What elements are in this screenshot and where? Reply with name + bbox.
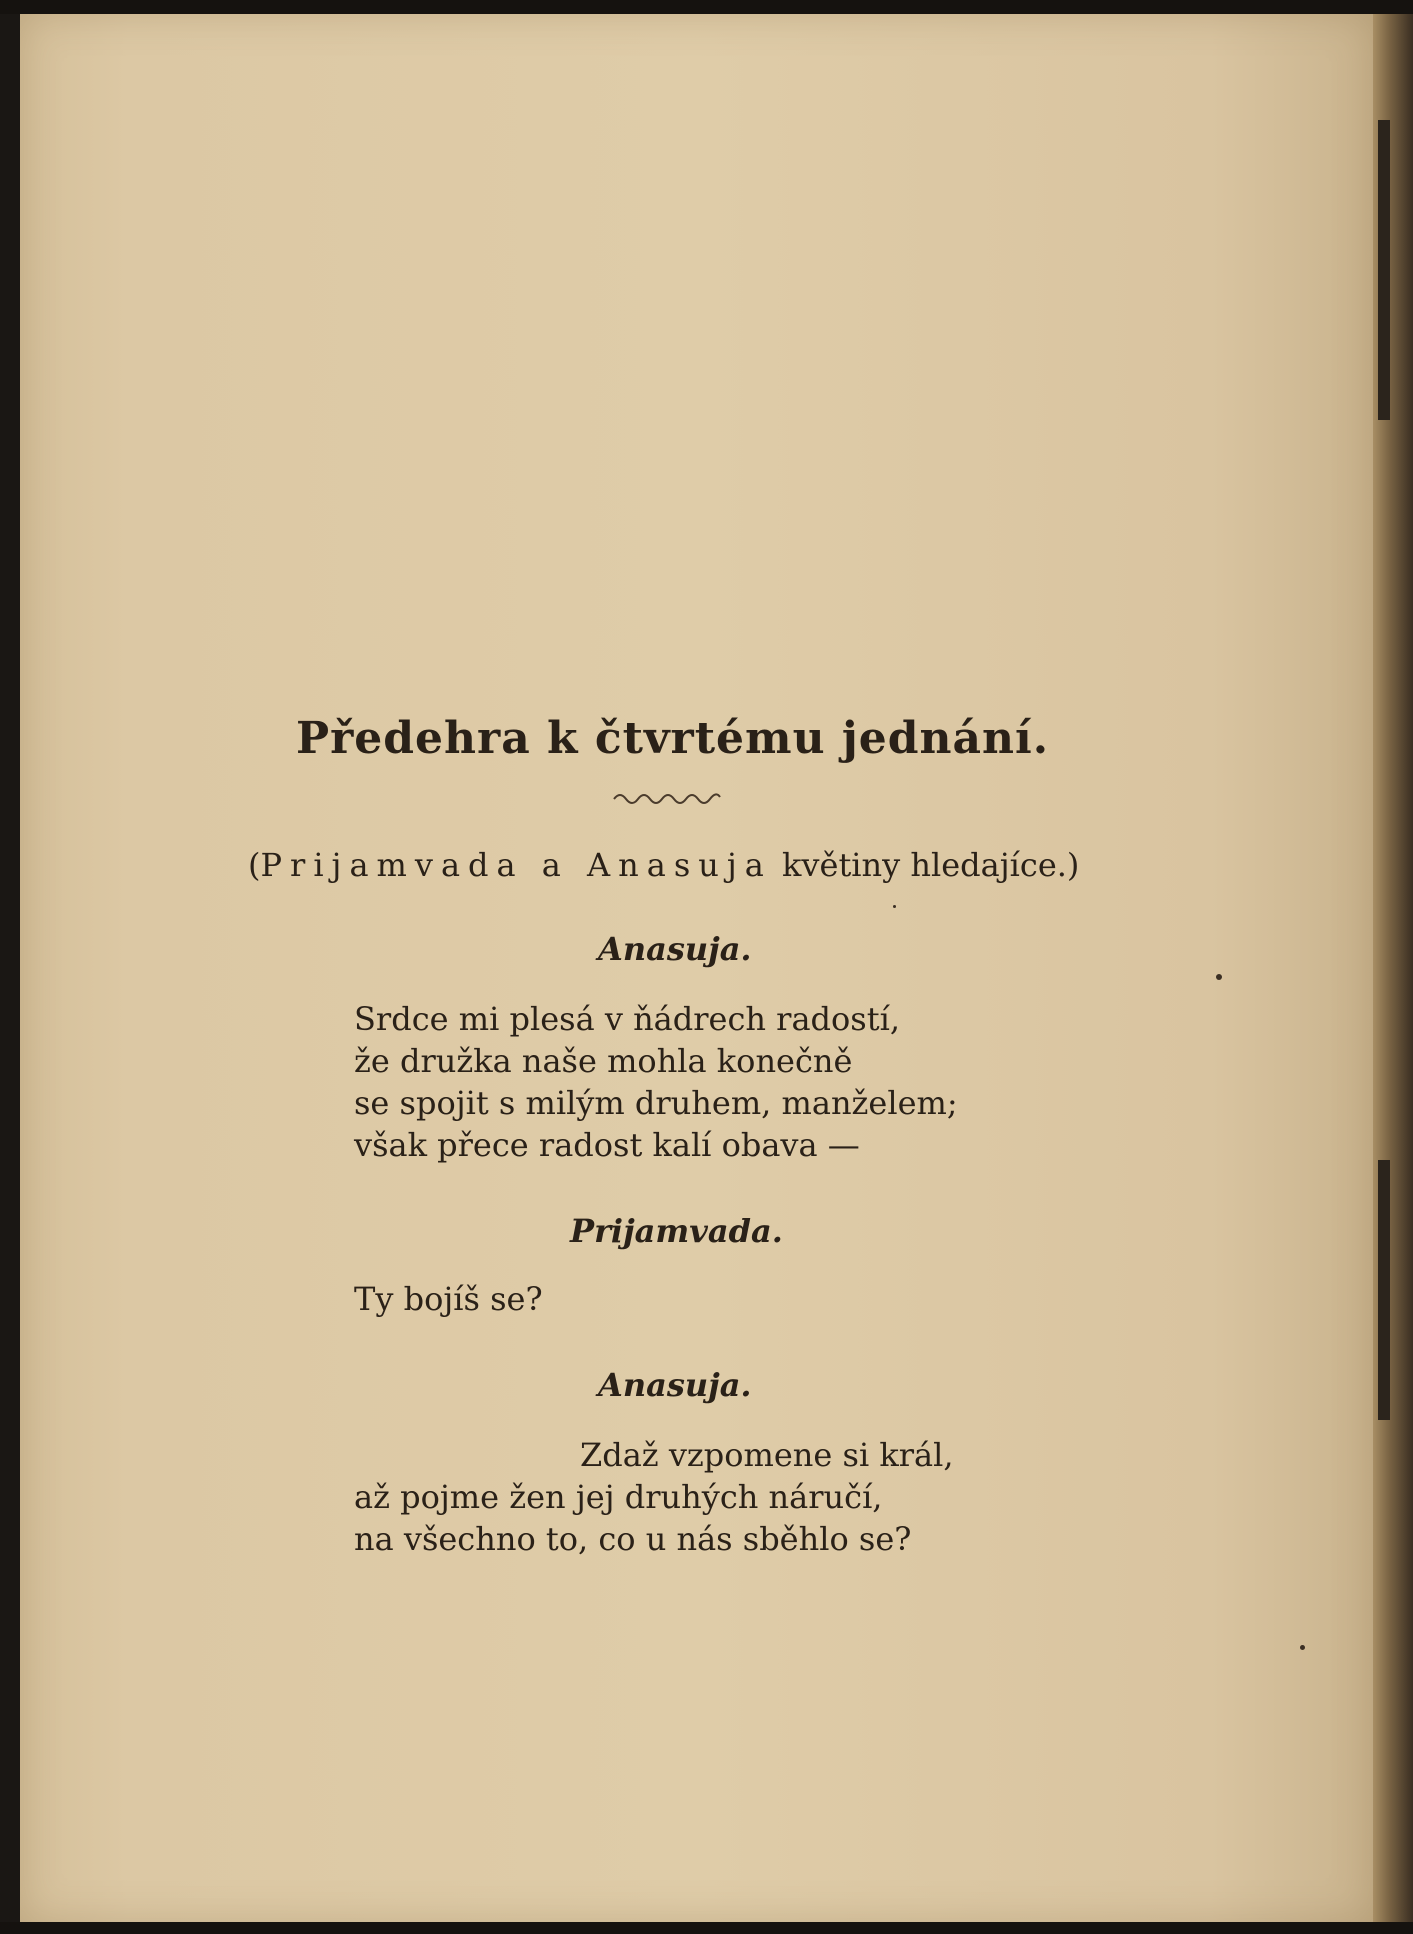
speaker-name: Anasuja. — [598, 1366, 752, 1404]
verse-block — [354, 1434, 954, 1560]
scan-bottom-edge — [0, 1922, 1413, 1934]
verse-line: Zdaž vzpomene si král, — [580, 1436, 954, 1474]
verse-block — [354, 1278, 543, 1320]
speaker-name: Prijamvada. — [570, 1212, 783, 1250]
verse-line: Ty bojíš se? — [354, 1280, 543, 1318]
verse-block — [354, 998, 958, 1166]
verse-line: Srdce mi plesá v ňádrech radostí, — [354, 1000, 900, 1038]
scan-top-edge — [0, 0, 1413, 14]
verse-line: se spojit s milým druhem, manželem; — [354, 1084, 958, 1122]
spine-band — [1378, 1160, 1390, 1420]
wave-ornament-icon — [612, 789, 722, 807]
paper-speck — [1216, 974, 1222, 980]
verse-line: až pojme žen jej druhých náručí, — [354, 1478, 883, 1516]
speaker-name: Anasuja. — [598, 930, 752, 968]
paper-speck — [893, 905, 896, 908]
stage-direction: (Prijamvada a Anasuja květiny hledajíce.) — [248, 846, 1080, 884]
paper-speck — [1300, 1645, 1305, 1650]
spine-band — [1378, 120, 1390, 420]
page-title: Předehra k čtvrtému jednání. — [296, 713, 1050, 764]
verse-line: na všechno to, co u nás sběhlo se? — [354, 1520, 912, 1558]
verse-line: že družka naše mohla konečně — [354, 1042, 853, 1080]
verse-line: však přece radost kalí obava — — [354, 1126, 860, 1164]
book-page — [20, 14, 1373, 1922]
